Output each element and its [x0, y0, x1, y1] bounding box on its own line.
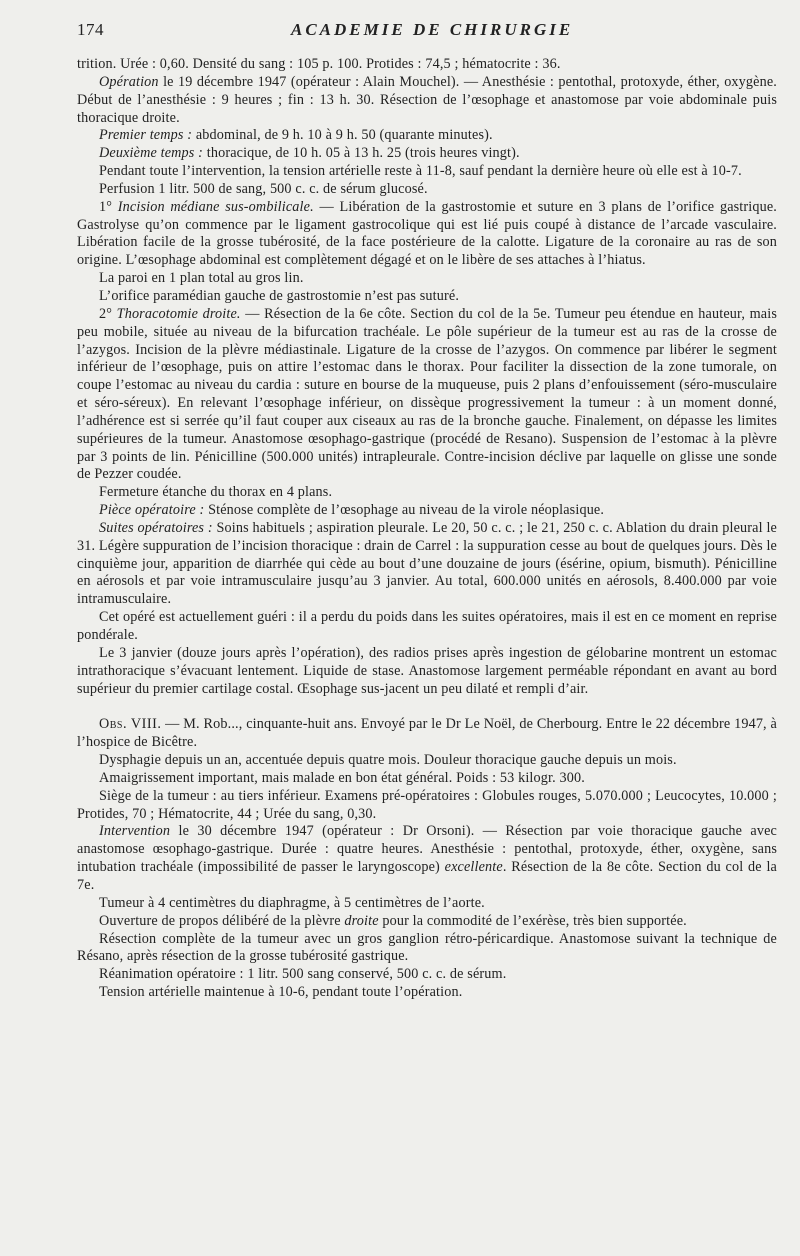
paragraph-label: Intervention	[99, 823, 171, 840]
paragraph-emphasis: excellente	[444, 859, 503, 876]
paragraph-text: trition. Urée : 0,60. Densité du sang : 105 p. 100. Protides : 74,5 ; hématocrite : 36.	[77, 56, 561, 72]
paragraph-text: — Libération de la gastrostomie et suture en 3 plans de l’orifice gastrique. Gastrolyse qu’on commence par le ligament gastrocolique qui est lié puis coupé à distance de l’arcade vasculaire. Libération facile de la grosse tubérosité, de la face postérieure de la calotte. Ligature de la coronaire au ras de son origine. L’œsophage abdominal est complètement dégagé et on le libère de ses attaches à l’hiatus.	[77, 198, 778, 269]
observation-label: Obs. VIII.	[99, 716, 162, 733]
paragraph	[77, 645, 777, 699]
paragraph	[77, 752, 777, 770]
paragraph-text-end: pour la commodité de l’exérèse, très bien supportée.	[378, 912, 687, 929]
paragraph-label: Suites opératoires :	[99, 519, 213, 536]
paragraph-label: Incision médiane sus-ombilicale.	[117, 198, 314, 215]
paragraph-number: 1°	[99, 198, 118, 215]
paragraph	[77, 502, 777, 520]
paragraph-label: Deuxième temps :	[99, 145, 204, 162]
paragraph-text: Résection complète de la tumeur avec un gros ganglion rétro-péricardique. Anastomose suivant la technique de Résano, après résection de la grosse tubérosité gastrique.	[77, 930, 777, 965]
paragraph-text: Perfusion 1 litr. 500 de sang, 500 c. c. de sérum glucosé.	[99, 180, 428, 197]
paragraph-text: Amaigrissement important, mais malade en bon état général. Poids : 53 kilogr. 300.	[99, 769, 585, 786]
paragraph	[77, 913, 777, 931]
paragraph-text: Tumeur à 4 centimètres du diaphragme, à 5 centimètres de l’aorte.	[99, 894, 485, 911]
paragraph	[77, 199, 777, 270]
paragraph	[77, 56, 777, 74]
paragraph-text: thoracique, de 10 h. 05 à 13 h. 25 (trois heures vingt).	[203, 145, 520, 162]
paragraph-label: Opération	[99, 73, 159, 90]
paragraph-text: — Résection de la 6e côte. Section du col de la 5e. Tumeur peu étendue en hauteur, mais peu mobile, située au niveau de la bifurcation trachéale. Le pôle supérieur de la tumeur est au ras de la crosse de l’azygos. Incision de la plèvre médiastinale. Ligature de la crosse de l’azygos. On commence par libérer le segment inférieur de l’œsophage, puis on attire l’estomac dans le thorax. Pour faciliter la dissection de la zone tumorale, on coupe l’estomac au niveau du cardia : suture en bourse de la muqueuse, puis 2 plans d’enfouissement (séro-musculaire et séro-séreux). En relevant l’œsophage inférieur, on dissèque progressivement la tumeur : à un moment donné, l’adhérence est si serrée qu’il faut couper aux ciseaux au ras de la bronche gauche. Finalement, on dépasse les limites supérieures de la tumeur. Anastomose œsophago-gastrique (procédé de Resano). Suspension de l’estomac à la plèvre par 3 points de lin. Pénicilline (500.000 unités) intrapleurale. Contre-incision déclive par laquelle on glisse une sonde de Pezzer coudée.	[77, 305, 778, 483]
paragraph-text: Réanimation opératoire : 1 litr. 500 sang conservé, 500 c. c. de sérum.	[99, 966, 507, 983]
paragraph	[77, 145, 777, 163]
paragraph-text: le 30 décembre 1947 (opérateur : Dr Orsoni). — Résection par voie thoracique gauche avec anastomose œsophago-gastrique. Durée : quatre heures. Anesthésie : pentothal, protoxyde, éther, oxygène, sans intubation trachéale (impossibilité de passer le laryngoscope)	[77, 823, 777, 876]
paragraph	[77, 716, 777, 752]
paragraph-text: Siège de la tumeur : au tiers inférieur. Examens pré-opératoires : Globules rouges, 5.070.000 ; Leucocytes, 10.000 ; Protides, 70 ; Hématocrite, 44 ; Urée du sang, 0,30.	[77, 787, 777, 822]
paragraph	[77, 306, 777, 484]
paragraph-text: Pendant toute l’intervention, la tension artérielle reste à 11-8, sauf pendant la dernière heure où elle est à 10-7.	[99, 163, 742, 180]
paragraph-text-end: . Résection de la 8e côte. Section du col de la 7e.	[77, 859, 777, 893]
paragraph	[77, 966, 777, 984]
paragraph-text: le 19 décembre 1947 (opérateur : Alain Mouchel). — Anesthésie : pentothal, protoxyde, éther, oxygène. Début de l’anesthésie : 9 heures ; fin : 13 h. 30. Résection de l’œsophage et anastomose par voie abdominale puis thoracique droite.	[77, 73, 777, 126]
article-body	[77, 56, 777, 1002]
paragraph	[77, 520, 777, 609]
page-header	[77, 20, 777, 44]
paragraph	[77, 770, 777, 788]
paragraph	[77, 163, 777, 181]
paragraph	[77, 270, 777, 288]
paragraph	[77, 788, 777, 824]
paragraph-text: Dysphagie depuis un an, accentuée depuis quatre mois. Douleur thoracique gauche depuis un mois.	[99, 752, 677, 769]
paragraph	[77, 127, 777, 145]
paragraph	[77, 181, 777, 199]
paragraph-text: Ouverture de propos délibéré de la plèvre	[99, 912, 345, 929]
paragraph-text: La paroi en 1 plan total au gros lin.	[99, 270, 304, 287]
paragraph-label: Pièce opératoire :	[99, 502, 205, 519]
paragraph	[77, 823, 777, 894]
paragraph-text: Soins habituels ; aspiration pleurale. Le 20, 50 c. c. ; le 21, 250 c. c. Ablation du drain pleural le 31. Légère suppuration de l’incision thoracique : drain de Carrel : la suppuration cesse au bout de quelques jours. Dès le cinquième jour, apparition de diarrhée qui cède au bout d’une douzaine de jours (ésérine, opium, bismuth). Pénicilline en aérosols et par voie intramusculaire jusqu’au 3 janvier. Au total, 600.000 unités en aérosols, 8.400.000 par voie intramusculaire.	[77, 519, 777, 608]
paragraph-text: Fermeture étanche du thorax en 4 plans.	[99, 484, 333, 501]
paragraph-text: Cet opéré est actuellement guéri : il a perdu du poids dans les suites opératoires, mais il est en ce moment en reprise pondérale.	[77, 609, 777, 643]
paragraph-label: Premier temps :	[99, 127, 193, 144]
paragraph-text: Tension artérielle maintenue à 10-6, pendant toute l’opération.	[99, 984, 463, 1001]
paragraph	[77, 931, 777, 967]
paragraph-text: abdominal, de 9 h. 10 à 9 h. 50 (quarante minutes).	[192, 127, 493, 144]
page-number: 174	[77, 20, 104, 39]
running-title: ACADEMIE DE CHIRURGIE	[291, 20, 574, 39]
paragraph-text: — M. Rob..., cinquante-huit ans. Envoyé par le Dr Le Noël, de Cherbourg. Entre le 22 décembre 1947, à l’hospice de Bicêtre.	[77, 716, 777, 751]
paragraph-text: L’orifice paramédian gauche de gastrostomie n’est pas suturé.	[99, 287, 460, 304]
paragraph	[77, 895, 777, 913]
paragraph-text: Le 3 janvier (douze jours après l’opération), des radios prises après ingestion de gélobarine montrent un estomac intrathoracique s’évacuant lentement. Liquide de stase. Anastomose largement perméable répondant en avant au bord supérieur du premier cartilage costal. Œsophage sus-jacent un peu dilaté et rempli d’air.	[77, 644, 777, 697]
paragraph	[77, 484, 777, 502]
paragraph	[77, 984, 777, 1002]
paragraph-label: Thoracotomie droite.	[116, 305, 241, 322]
paragraph	[77, 74, 777, 128]
paragraph-emphasis: droite	[344, 912, 379, 929]
paragraph	[77, 609, 777, 645]
paragraph-number: 2°	[99, 305, 117, 322]
paragraph	[77, 288, 777, 306]
paragraph-text: Sténose complète de l’œsophage au niveau de la virole néoplasique.	[204, 502, 605, 519]
